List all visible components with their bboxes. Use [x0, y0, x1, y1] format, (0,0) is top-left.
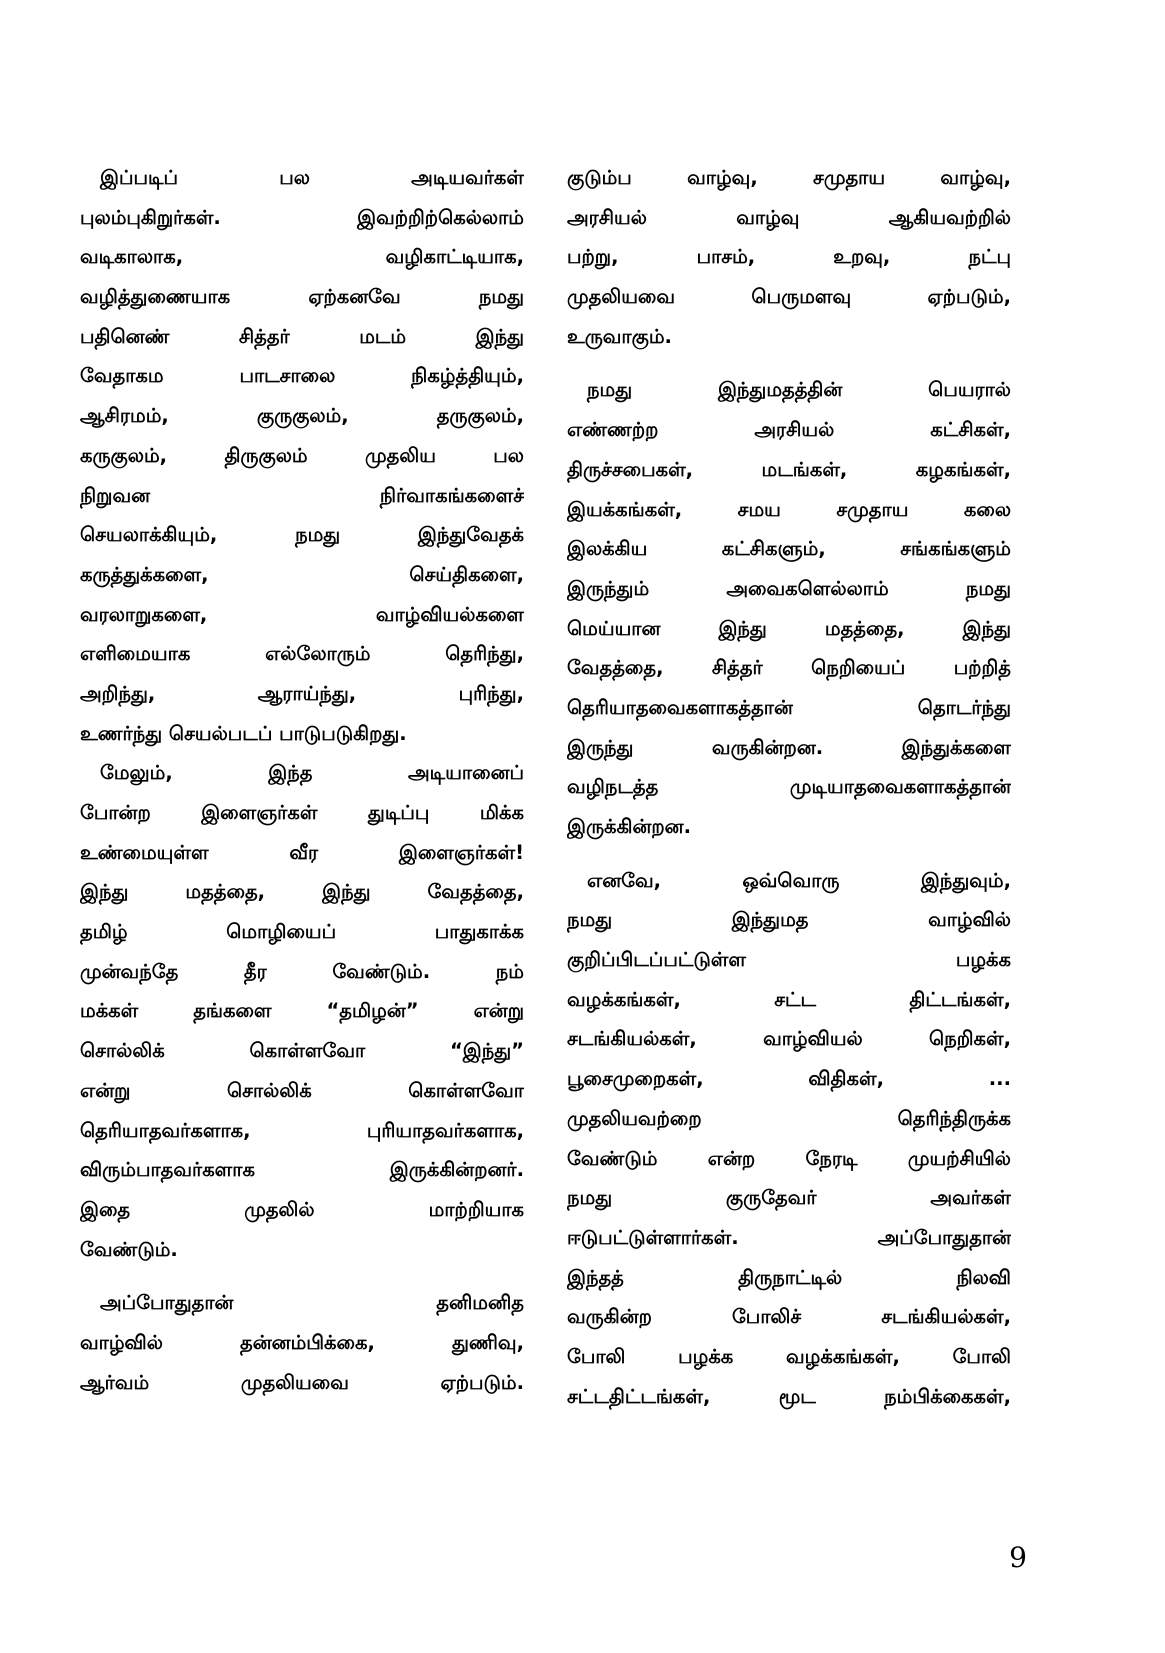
text-line: செயலாக்கியும், நமது இந்துவேதக்	[80, 523, 524, 547]
text-line: தெரியாதவர்களாக, புரியாதவர்களாக,	[80, 1118, 524, 1142]
text-line: என்று சொல்லிக் கொள்ளவோ	[80, 1078, 524, 1102]
paragraph	[567, 158, 1011, 356]
text-line: இயக்கங்கள், சமய சமுதாய கலை	[567, 497, 1011, 521]
text-line: எளிமையாக எல்லோரும் தெரிந்து,	[80, 642, 524, 666]
page-number: 9	[1009, 1541, 1027, 1574]
text-line: ஆசிரமம், குருகுலம், தருகுலம்,	[80, 404, 524, 428]
text-line: இந்து மதத்தை, இந்து வேதத்தை,	[80, 880, 524, 904]
text-line: வாழ்வில் தன்னம்பிக்கை, துணிவு,	[80, 1330, 524, 1354]
text-line: முன்வந்தே தீர வேண்டும். நம்	[80, 959, 524, 983]
paragraph	[80, 1283, 524, 1402]
right-column	[567, 158, 1011, 1416]
paragraph	[80, 753, 524, 1269]
text-line: உருவாகும்.	[567, 324, 672, 348]
text-line: போன்ற இளைஞர்கள் துடிப்பு மிக்க	[80, 801, 524, 824]
text-line: வரலாறுகளை, வாழ்வியல்களை	[80, 602, 524, 626]
text-line: இப்படிப் பல அடியவர்கள்	[100, 166, 524, 189]
text-line: குடும்ப வாழ்வு, சமுதாய வாழ்வு,	[567, 166, 1011, 189]
text-line: கருத்துக்களை, செய்திகளை,	[80, 562, 524, 586]
text-line: சொல்லிக் கொள்ளவோ “இந்து”	[80, 1039, 524, 1063]
text-line: சடங்கியல்கள், வாழ்வியல் நெறிகள்,	[567, 1027, 1011, 1051]
text-line: முதலியவற்றை தெரிந்திருக்க	[567, 1106, 1011, 1130]
text-line: நிறுவன நிர்வாகங்களைச்	[80, 483, 524, 507]
text-line: இருந்து வருகின்றன. இந்துக்களை	[567, 735, 1011, 759]
text-line: இலக்கிய கட்சிகளும், சங்கங்களும்	[567, 537, 1011, 561]
text-line: ஆர்வம் முதலியவை ஏற்படும்.	[80, 1370, 524, 1394]
text-line: எண்ணற்ற அரசியல் கட்சிகள்,	[567, 418, 1011, 442]
text-line: குறிப்பிடப்பட்டுள்ள பழக்க	[567, 948, 1011, 972]
text-line: வேதத்தை, சித்தர் நெறியைப் பற்றித்	[567, 656, 1011, 680]
text-line: வேண்டும் என்ற நேரடி முயற்சியில்	[567, 1146, 1011, 1170]
text-line: உணர்ந்து செயல்படப் பாடுபடுகிறது.	[80, 721, 407, 745]
text-line: நமது இந்துமத வாழ்வில்	[567, 908, 1011, 932]
text-line: பற்று, பாசம், உறவு, நட்பு	[567, 245, 1011, 269]
text-line: இருந்தும் அவைகளெல்லாம் நமது	[567, 576, 1011, 600]
paragraph	[80, 158, 524, 753]
text-line: ஈடுபட்டுள்ளார்கள். அப்போதுதான்	[567, 1225, 1011, 1249]
text-line: தமிழ் மொழியைப் பாதுகாக்க	[80, 920, 524, 944]
text-line: திருச்சபைகள், மடங்கள், கழகங்கள்,	[567, 457, 1011, 481]
text-line: இதை முதலில் மாற்றியாக	[80, 1197, 524, 1221]
text-line: தெரியாதவைகளாகத்தான் தொடர்ந்து	[567, 695, 1011, 719]
text-line: நமது இந்துமதத்தின் பெயரால்	[587, 378, 1011, 402]
text-line: வேதாகம பாடசாலை நிகழ்த்தியும்,	[80, 364, 524, 388]
text-line: சட்டதிட்டங்கள், மூட நம்பிக்கைகள்,	[567, 1384, 1011, 1408]
text-line: வேண்டும்.	[80, 1237, 178, 1261]
text-line: வழித்துணையாக ஏற்கனவே நமது	[80, 285, 524, 309]
text-line: அப்போதுதான் தனிமனித	[100, 1291, 524, 1315]
text-line: வழக்கங்கள், சட்ட திட்டங்கள்,	[567, 987, 1011, 1011]
text-line: பதினெண் சித்தர் மடம் இந்து	[80, 324, 524, 348]
text-line: வழிநடத்த முடியாதவைகளாகத்தான்	[567, 775, 1011, 799]
text-line: விரும்பாதவர்களாக இருக்கின்றனர்.	[80, 1158, 524, 1182]
left-column	[80, 158, 524, 1402]
text-line: முதலியவை பெருமளவு ஏற்படும்,	[567, 285, 1011, 309]
text-line: வடிகாலாக, வழிகாட்டியாக,	[80, 245, 524, 269]
text-line: மேலும், இந்த அடியானைப்	[100, 761, 524, 785]
text-line: நமது குருதேவர் அவர்கள்	[567, 1186, 1011, 1210]
paragraph	[567, 861, 1011, 1417]
text-line: அறிந்து, ஆராய்ந்து, புரிந்து,	[80, 681, 524, 705]
text-line: உண்மையுள்ள வீர இளைஞர்கள்!	[80, 840, 524, 864]
text-line: கருகுலம், திருகுலம் முதலிய பல	[80, 443, 524, 467]
text-line: போலி பழக்க வழக்கங்கள், போலி	[567, 1344, 1011, 1368]
text-line: எனவே, ஒவ்வொரு இந்துவும்,	[587, 868, 1011, 892]
text-line: அரசியல் வாழ்வு ஆகியவற்றில்	[567, 205, 1011, 229]
text-line: வருகின்ற போலிச் சடங்கியல்கள்,	[567, 1305, 1011, 1329]
text-line: புலம்புகிறுர்கள். இவற்றிற்கெல்லாம்	[80, 205, 524, 229]
text-line: இந்தத் திருநாட்டில் நிலவி	[567, 1265, 1011, 1289]
text-line: மெய்யான இந்து மதத்தை, இந்து	[567, 616, 1011, 640]
text-line: மக்கள் தங்களை “தமிழன்” என்று	[80, 999, 524, 1023]
paragraph	[567, 370, 1011, 846]
text-line: பூசைமுறைகள், விதிகள், ...	[567, 1067, 1011, 1091]
text-line: இருக்கின்றன.	[567, 815, 691, 838]
